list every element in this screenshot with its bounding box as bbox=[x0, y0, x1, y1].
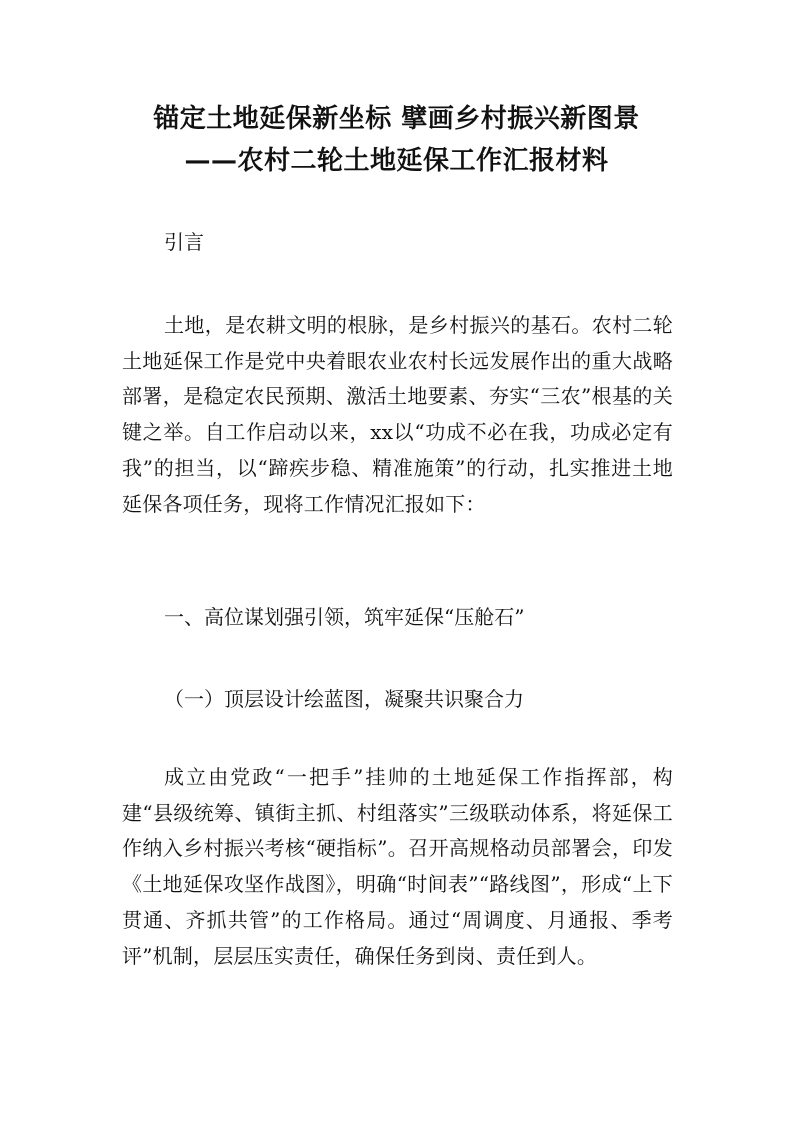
section-1-heading: 一、高位谋划强引领，筑牢延保“压舱石” bbox=[164, 605, 525, 629]
document-subtitle: ——农村二轮土地延保工作汇报材料 bbox=[184, 146, 609, 176]
document-title: 锚定土地延保新坐标 擘画乡村振兴新图景 bbox=[153, 104, 640, 134]
subsection-1-paragraph: 成立由党政“一把手”挂帅的土地延保工作指挥部，构建“县级统筹、镇街主抓、村组落实”三级联动体系，将延保工作纳入乡村振兴考核“硬指标”。召开高规格动员部署会，印发《土地延保攻坚作战图》，明确“时间表”“路线图”，形成“上下贯通、齐抓共管”的工作格局。通过“周调度、月通报、季考评”机制，层层压实责任，确保任务到岗、责任到人。 bbox=[122, 765, 673, 968]
intro-paragraph: 土地，是农耕文明的根脉，是乡村振兴的基石。农村二轮土地延保工作是党中央着眼农业农村长远发展作出的重大战略部署，是稳定农民预期、激活土地要素、夯实“三农”根基的关键之举。自工作启动以来，xx以“功成不必在我，功成必定有我”的担当，以“蹄疾步稳、精准施策”的行动，扎实推进土地延保各项任务，现将工作情况汇报如下： bbox=[122, 313, 673, 516]
intro-heading: 引言 bbox=[164, 230, 204, 254]
subsection-1-heading: （一）顶层设计绘蓝图，凝聚共识聚合力 bbox=[164, 687, 524, 711]
